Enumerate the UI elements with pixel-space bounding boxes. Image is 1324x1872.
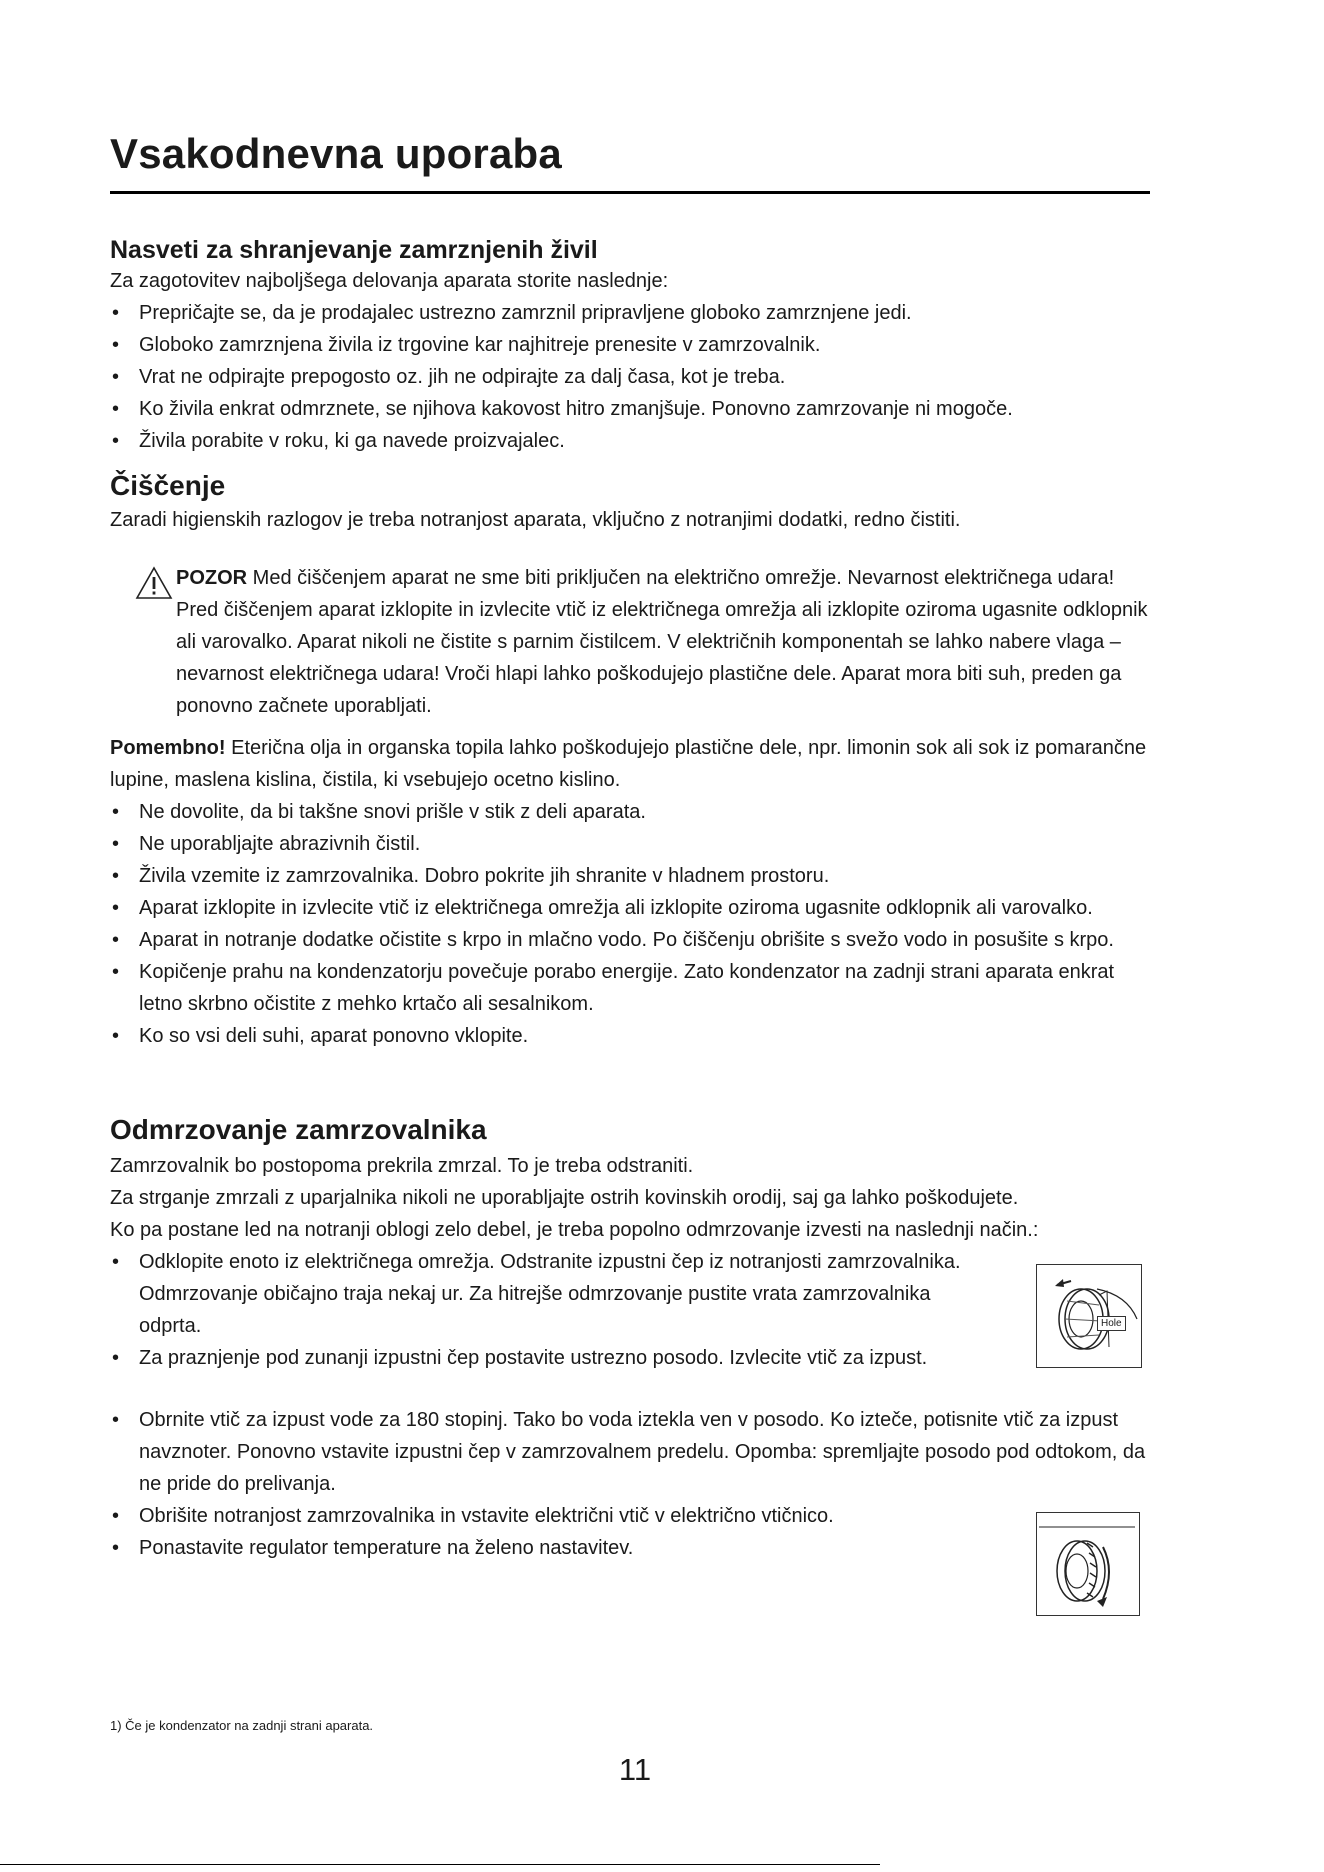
warning-label: POZOR <box>176 567 248 589</box>
bottom-rule <box>0 1864 880 1865</box>
list-item: • Globoko zamrznjena živila iz trgovine kar najhitreje prenesite v zamrzovalnik. <box>110 329 1160 361</box>
storage-section <box>110 236 1160 457</box>
page-title: Vsakodnevna uporaba <box>110 130 562 177</box>
important-body: Eterična olja in organska topila lahko poškodujejo plastične dele, npr. limonin sok ali sok iz pomarančne lupine, maslena kislina, čistila, ki vsebujejo ocetno kislino. <box>110 737 1147 791</box>
cleaning-list <box>110 796 1160 1052</box>
drain-rotation-figure <box>1036 1512 1140 1616</box>
hole-label: Hole <box>1097 1316 1126 1331</box>
cleaning-section <box>110 470 1160 536</box>
warning-body: Med čiščenjem aparat ne sme biti priključen na električno omrežje. Nevarnost električnega udara! Pred čiščenjem aparat izklopite in izvlecite vtič iz električnega omrežja ali izklopite oziroma ugasnite odklopnik ali varovalko. Aparat nikoli ne čistite s parnim čistilcem. V električnih komponentah se lahko nabere vlaga – nevarnost električnega udara! Vroči hlapi lahko poškodujejo plastične dele. Aparat mora biti suh, preden ga ponovno začnete uporabljati. <box>176 567 1148 717</box>
list-item: • Obrišite notranjost zamrzovalnika in vstavite električni vtič v električno vtičnico. <box>110 1500 1160 1532</box>
list-item: • Vrat ne odpirajte prepogosto oz. jih ne odpirajte za dalj časa, kot je treba. <box>110 361 1160 393</box>
list-item: • Odklopite enoto iz električnega omrežja. Odstranite izpustni čep iz notranjosti zamrzovalnika. Odmrzovanje običajno traja nekaj ur. Za hitrejše odmrzovanje pustite vrata zamrzovalnika odprta. <box>110 1246 969 1342</box>
important-block <box>110 732 1160 1052</box>
list-item: • Aparat izklopite in izvlecite vtič iz električnega omrežja ali izklopite oziroma ugasnite odklopnik ali varovalko. <box>110 892 1160 924</box>
list-item: • Za praznjenje pod zunanji izpustni čep postavite ustrezno posodo. Izvlecite vtič za izpust. <box>110 1342 1030 1374</box>
defrost-line: Za strganje zmrzali z uparjalnika nikoli ne uporabljajte ostrih kovinskih orodij, saj ga lahko poškodujete. <box>110 1187 1019 1209</box>
list-item: • Obrnite vtič za izpust vode za 180 stopinj. Tako bo voda iztekla ven v posodo. Ko izteče, potisnite vtič za izpust navznoter. Ponovno vstavite izpustni čep v zamrzovalnem predelu. Opomba: spremljajte posodo pod odtokom, da ne pride do prelivanja. <box>110 1404 1160 1500</box>
title-rule <box>110 191 1150 194</box>
warning-text <box>176 562 1156 722</box>
storage-intro: Za zagotovitev najboljšega delovanja aparata storite naslednje: <box>110 270 669 292</box>
important-label: Pomembno! <box>110 737 226 759</box>
defrost-line: Zamrzovalnik bo postopoma prekrila zmrzal. To je treba odstraniti. <box>110 1155 694 1177</box>
footnote: 1) Če je kondenzator na zadnji strani aparata. <box>110 1718 374 1733</box>
list-item: • Ne dovolite, da bi takšne snovi prišle v stik z deli aparata. <box>110 796 1160 828</box>
list-item: • Živila porabite v roku, ki ga navede proizvajalec. <box>110 425 1160 457</box>
list-item: • Ko so vsi deli suhi, aparat ponovno vklopite. <box>110 1020 1160 1052</box>
list-item: • Ne uporabljajte abrazivnih čistil. <box>110 828 1160 860</box>
storage-heading: Nasveti za shranjevanje zamrznjenih živil <box>110 236 598 264</box>
storage-list <box>110 297 1160 457</box>
list-item: • Ponastavite regulator temperature na želeno nastavitev. <box>110 1532 1160 1564</box>
cleaning-heading: Čiščenje <box>110 470 226 501</box>
list-item: • Kopičenje prahu na kondenzatorju povečuje porabo energije. Zato kondenzator na zadnji strani aparata enkrat letno skrbno očistite z mehko krtačo ali sesalnikom. <box>110 956 1160 1020</box>
list-item: • Ko živila enkrat odmrznete, se njihova kakovost hitro zmanjšuje. Ponovno zamrzovanje ni mogoče. <box>110 393 1160 425</box>
cleaning-intro: Zaradi higienskih razlogov je treba notranjost aparata, vključno z notranjimi dodatki, redno čistiti. <box>110 509 961 531</box>
drain-rotation-illustration <box>1037 1513 1139 1615</box>
warning-triangle-icon <box>135 566 173 600</box>
defrost-section <box>110 1114 1160 1564</box>
important-note <box>110 732 1160 796</box>
defrost-list-a <box>110 1246 1030 1374</box>
list-item: • Živila vzemite iz zamrzovalnika. Dobro pokrite jih shranite v hladnem prostoru. <box>110 860 1160 892</box>
drain-plug-figure <box>1036 1264 1142 1368</box>
defrost-heading: Odmrzovanje zamrzovalnika <box>110 1114 487 1145</box>
defrost-list-b <box>110 1404 1160 1564</box>
defrost-line: Ko pa postane led na notranji oblogi zelo debel, je treba popolno odmrzovanje izvesti na naslednji način.: <box>110 1219 1039 1241</box>
list-item: • Aparat in notranje dodatke očistite s krpo in mlačno vodo. Po čiščenju obrišite s svežo vodo in posušite s krpo. <box>110 924 1160 956</box>
list-item: • Prepričajte se, da je prodajalec ustrezno zamrznil pripravljene globoko zamrznjene jedi. <box>110 297 1160 329</box>
page-number: 11 <box>618 1752 652 1787</box>
